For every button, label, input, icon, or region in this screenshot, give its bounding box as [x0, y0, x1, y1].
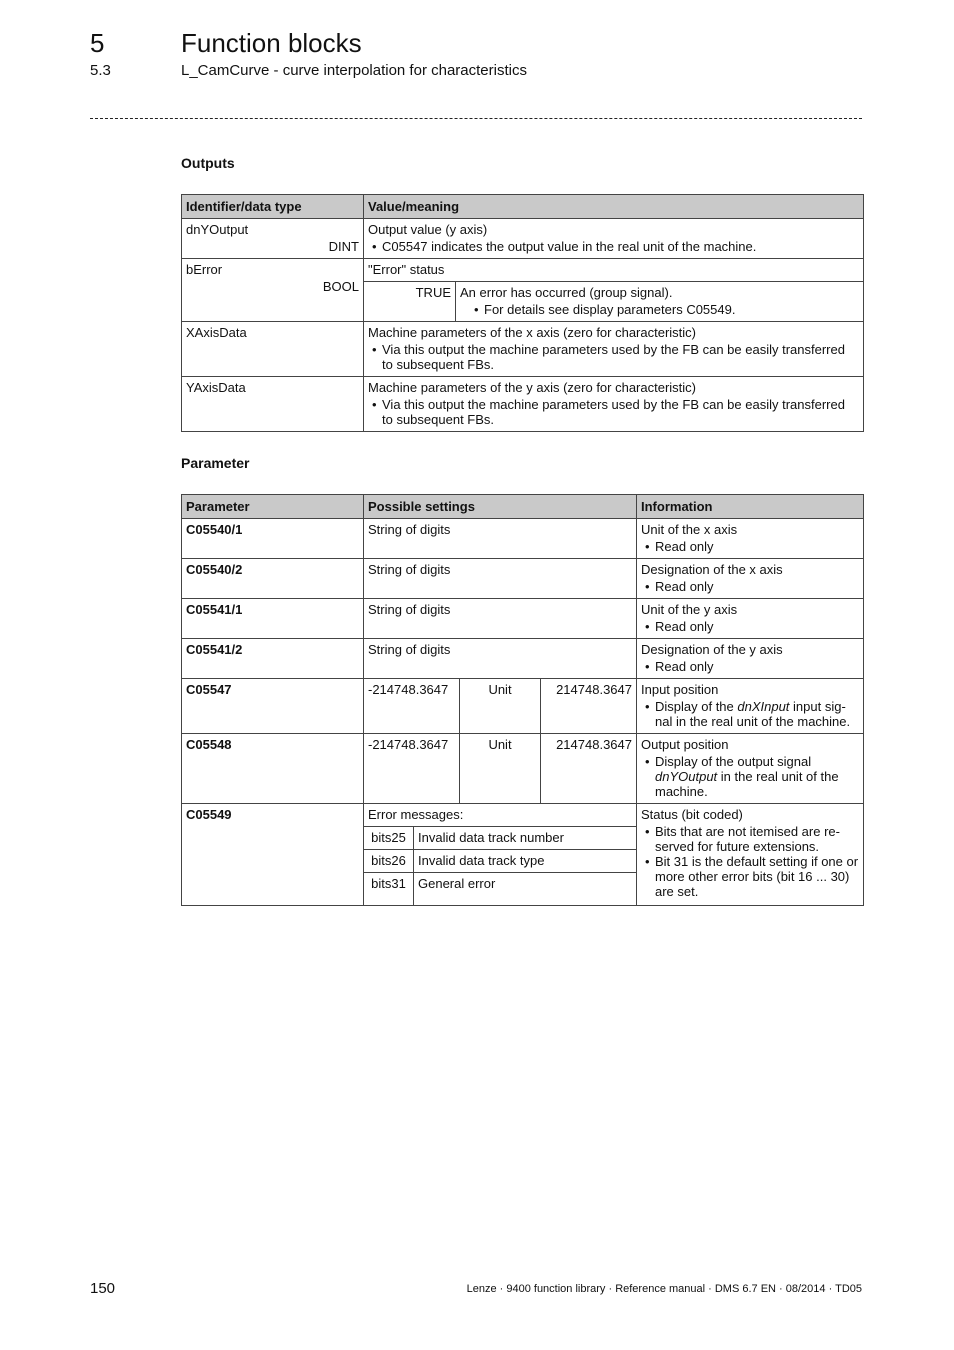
- parameter-code: C05541/1: [182, 599, 364, 639]
- table-row: [182, 599, 864, 639]
- bullet-item: • Bit 31 is the default setting if one or more other error bits (bit 16 ... 30) are set.: [655, 854, 859, 899]
- bullet-item: • C05547 indicates the output value in the real unit of the machine.: [382, 239, 859, 254]
- identifier-cell: [182, 322, 364, 377]
- info-cell: [637, 559, 864, 599]
- parameter-code: C05547: [182, 679, 364, 734]
- setting-cell: String of digits: [364, 639, 637, 679]
- table-row: [182, 559, 864, 599]
- unit-cell: Unit: [460, 734, 541, 804]
- table-row: [182, 322, 864, 377]
- section-number: 5.3: [90, 62, 111, 79]
- info-text: Designation of the x axis: [641, 562, 783, 577]
- info-cell: [637, 639, 864, 679]
- data-type: BOOL: [322, 279, 359, 294]
- bit-label: bits31: [364, 873, 414, 906]
- identifier-cell: [182, 219, 364, 259]
- value-meaning: An error has occurred (group signal).: [460, 285, 673, 300]
- info-text: Input position: [641, 682, 719, 697]
- chapter-title: Function blocks: [181, 28, 362, 58]
- max-value: 214748.3647: [541, 679, 637, 734]
- meaning-text: "Error" status: [364, 259, 863, 282]
- signal-name: dnXInput: [737, 699, 790, 714]
- table-row: [182, 519, 864, 559]
- identifier: XAxisData: [186, 325, 247, 340]
- info-text: Unit of the x axis: [641, 522, 738, 537]
- identifier-cell: [182, 259, 364, 322]
- info-cell: [637, 734, 864, 804]
- bit-text: General error: [414, 873, 637, 906]
- value-cell: TRUE: [415, 285, 451, 300]
- page-number: 150: [90, 1280, 116, 1297]
- column-header: Possible settings: [364, 495, 637, 519]
- bit-label: bits26: [364, 850, 414, 873]
- table-row: [182, 377, 864, 432]
- bullet-item: • Read only: [655, 539, 859, 554]
- meaning-text: Machine parameters of the y axis (zero for characteristic): [368, 380, 697, 395]
- setting-cell: String of digits: [364, 599, 637, 639]
- table-row: [182, 219, 864, 259]
- identifier-cell: [182, 377, 364, 432]
- parameter-table: [181, 494, 864, 906]
- min-value: -214748.3647: [364, 679, 460, 734]
- column-header: Information: [637, 495, 864, 519]
- bullet-item: • Read only: [655, 619, 859, 634]
- bullet-item: • Display of the output signal dnYOutput in the real unit of the machine.: [655, 754, 859, 799]
- parameter-code: C05541/2: [182, 639, 364, 679]
- table-row: [182, 804, 864, 827]
- meaning-cell: [364, 259, 864, 322]
- column-header: Value/meaning: [364, 195, 864, 219]
- bit-label: bits25: [364, 827, 414, 850]
- info-cell: [637, 804, 864, 906]
- header-separator: [90, 118, 862, 119]
- meaning-cell: [364, 219, 864, 259]
- bit-text: Invalid data track number: [414, 827, 637, 850]
- table-row: [182, 679, 864, 734]
- info-text: Unit of the y axis: [641, 602, 738, 617]
- bullet-item: • Bits that are not itemised are re-served for future extensions.: [655, 824, 859, 854]
- info-text: Status (bit coded): [641, 807, 743, 822]
- bullet-item: • Via this output the machine parameters used by the FB can be easily transferred to subsequent FBs.: [382, 342, 859, 372]
- max-value: 214748.3647: [541, 734, 637, 804]
- parameter-code: C05548: [182, 734, 364, 804]
- parameter-heading: Parameter: [181, 455, 250, 471]
- data-type: DINT: [328, 239, 359, 254]
- signal-name: dnYOutput: [655, 769, 718, 784]
- identifier: bError: [186, 262, 223, 277]
- parameter-code: C05540/2: [182, 559, 364, 599]
- value-meaning-cell: [456, 282, 864, 321]
- bullet-item: • Read only: [655, 579, 859, 594]
- info-cell: [637, 599, 864, 639]
- info-cell: [637, 519, 864, 559]
- table-header-row: [182, 495, 864, 519]
- table-row: [182, 259, 864, 322]
- parameter-code: C05549: [182, 804, 364, 906]
- meaning-cell: [364, 377, 864, 432]
- column-header: Identifier/data type: [182, 195, 364, 219]
- bit-text: Invalid data track type: [414, 850, 637, 873]
- chapter-number: 5: [90, 28, 105, 58]
- unit-cell: Unit: [460, 679, 541, 734]
- bullet-item: • Via this output the machine parameters used by the FB can be easily transferred to subsequent FBs.: [382, 397, 859, 427]
- meaning-text: Machine parameters of the x axis (zero for characteristic): [368, 325, 697, 340]
- footer-text: Lenze · 9400 function library · Reference manual · DMS 6.7 EN · 08/2014 · TD05: [466, 1283, 862, 1295]
- column-header: Parameter: [182, 495, 364, 519]
- bullet-item: • For details see display parameters C05549.: [484, 302, 859, 317]
- section-title: L_CamCurve - curve interpolation for characteristics: [181, 62, 527, 79]
- identifier: dnYOutput: [186, 222, 249, 237]
- setting-cell: Error messages:: [364, 804, 637, 827]
- info-cell: [637, 679, 864, 734]
- outputs-heading: Outputs: [181, 155, 235, 171]
- error-value-table: [364, 282, 863, 321]
- setting-cell: String of digits: [364, 559, 637, 599]
- bullet-item: • Display of the dnXInput input sig-nal in the real unit of the machine.: [655, 699, 859, 729]
- table-row: [182, 734, 864, 804]
- bullet-item: • Read only: [655, 659, 859, 674]
- setting-cell: String of digits: [364, 519, 637, 559]
- outputs-table: [181, 194, 864, 432]
- info-text: Output position: [641, 737, 729, 752]
- meaning-text: Output value (y axis): [368, 222, 488, 237]
- table-row: [182, 639, 864, 679]
- meaning-cell: [364, 322, 864, 377]
- parameter-code: C05540/1: [182, 519, 364, 559]
- identifier: YAxisData: [186, 380, 246, 395]
- info-text: Designation of the y axis: [641, 642, 783, 657]
- min-value: -214748.3647: [364, 734, 460, 804]
- table-header-row: [182, 195, 864, 219]
